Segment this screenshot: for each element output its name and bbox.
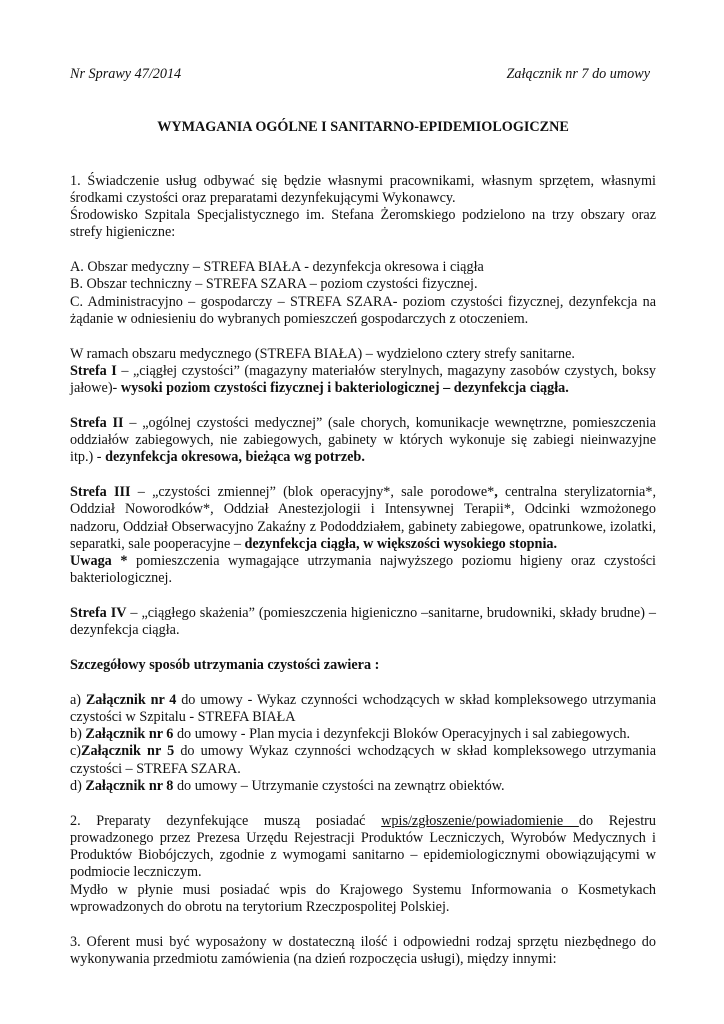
zone-3-comma: , xyxy=(494,483,498,500)
attachment-d xyxy=(70,778,656,795)
zone-4 xyxy=(70,605,656,640)
zones-intro: W ramach obszaru medycznego (STREFA BIAŁA) – wydzielono cztery strefy sanitarne. xyxy=(70,345,575,362)
zone-1 xyxy=(70,363,656,398)
attachment-c xyxy=(70,743,656,778)
zone-4-text: – „ciągłego skażenia” (pomieszczenia higieniczno –sanitarne, brudowniki, składy brudne) – dezynfekcja ciągła. xyxy=(70,605,656,639)
attachment-d-prefix: d) xyxy=(70,777,86,794)
zone-3-note-text: pomieszczenia wymagające utrzymania najwyższego poziomu higieny oraz czystości bakteriologicznej. xyxy=(70,553,656,587)
zone-2-text: – „ogólnej czystości medycznej” (sale chorych, komunikacje wewnętrzne, pomieszczenia oddziałów zabiegowych, nie zabiegowych, gabinety w których wykonuje się zabiegi nieinwazyjne itp.) - xyxy=(70,414,656,466)
details-heading-text: Szczegółowy sposób utrzymania czystości zawiera : xyxy=(70,656,380,673)
area-c: C. Administracyjno – gospodarczy – STREFA SZARA- poziom czystości fizycznej, dezynfekcja na żądanie w odniesieniu do wybranych pomieszczeń gospodarczych z otoczeniem. xyxy=(70,293,656,327)
area-a: A. Obszar medyczny – STREFA BIAŁA - dezynfekcja okresowa i ciągła xyxy=(70,259,484,276)
registration-term: wpis/zgłoszenie/powiadomienie xyxy=(381,812,579,829)
zone-3-emphasis: dezynfekcja ciągła, w większości wysokiego stopnia. xyxy=(244,535,558,552)
attachment-a-text: do umowy - Wykaz czynności wchodzących w skład kompleksowego utrzymania czystości w Szpitalu - STREFA BIAŁA xyxy=(70,691,656,725)
section2-text-b: do Rejestru prowadzonego przez Prezesa Urzędu Rejestracji Produktów Leczniczych, Wyrobów Medycznych i Produktów Biobójczych, zgodnie z wymogami sanitarno – epidemiologicznymi obowiązującymi w podmiocie leczniczym. xyxy=(70,812,656,881)
zone-3-text-b: centralna sterylizatornia*, Oddział Noworodków*, Oddział Anestezjologii i Intensywnej Terapii*, Odcinki wzmożonego nadzoru, Oddział Obserwacyjno Zakaźny z Pododdziałem, gabinety zabiegowe, opatrunkowe, izolatki, separatki, sale pooperacyjne – xyxy=(70,483,656,552)
section2-paragraph xyxy=(70,813,656,882)
soap-requirement: Mydło w płynie musi posiadać wpis do Krajowego Systemu Informowania o Kosmetykach wprowadzonych do obrotu na terytorium Rzeczpospolitej Polskiej. xyxy=(70,881,656,916)
attachment-c-prefix: c) xyxy=(70,743,82,760)
zone-1-label: Strefa I xyxy=(70,362,117,379)
zone-2-emphasis: dezynfekcja okresowa, bieżąca wg potrzeb. xyxy=(105,449,365,466)
section2-text-a: 2. Preparaty dezynfekujące muszą posiadać xyxy=(70,812,382,829)
attachment-a xyxy=(70,692,656,727)
zone-1-text: – „ciągłej czystości” (magazyny materiałów sterylnych, magazyny zasobów czystych, boksy jałowe)- xyxy=(70,362,656,397)
details-heading xyxy=(70,657,656,674)
attachment-b-text: do umowy - Plan mycia i dezynfekcji Bloków Operacyjnych i sal zabiegowych. xyxy=(173,726,631,743)
document-title: WYMAGANIA OGÓLNE I SANITARNO-EPIDEMIOLOGICZNE xyxy=(157,119,569,136)
zone-2 xyxy=(70,415,656,467)
attachment-b-prefix: b) xyxy=(70,726,86,743)
case-number: Nr Sprawy 47/2014 xyxy=(70,66,182,82)
attachment-b xyxy=(70,726,656,743)
attachment-b-label: Załącznik nr 6 xyxy=(85,726,174,743)
attachment-c-text: do umowy Wykaz czynności wchodzących w skład kompleksowego utrzymania czystości – STREFA SZARA. xyxy=(70,743,656,777)
zone-3-text-a: – „czystości zmiennej” (blok operacyjny*, sale porodowe* xyxy=(130,483,495,500)
area-b: B. Obszar techniczny – STREFA SZARA – poziom czystości fizycznej. xyxy=(70,276,478,293)
zone-4-label: Strefa IV xyxy=(70,605,127,622)
zone-3 xyxy=(70,484,656,553)
attachment-reference: Załącznik nr 7 do umowy xyxy=(506,66,650,82)
attachment-d-text: do umowy – Utrzymanie czystości na zewnątrz obiektów. xyxy=(173,777,505,794)
section3-paragraph: 3. Oferent musi być wyposażony w dostateczną ilość i odpowiedni rodzaj sprzętu niezbędnego do wykonywania przedmiotu zamówienia (na dzień rozpoczęcia usługi), między innymi: xyxy=(70,933,656,967)
attachment-d-label: Załącznik nr 8 xyxy=(85,777,174,794)
zone-3-label: Strefa III xyxy=(70,483,131,500)
zone-3-note xyxy=(70,553,656,588)
document-header xyxy=(70,66,656,83)
section1-areas-intro: Środowisko Szpitala Specjalistycznego im. Stefana Żeromskiego podzielono na trzy obszary oraz strefy higieniczne: xyxy=(70,207,656,241)
zone-1-emphasis: wysoki poziom czystości fizycznej i bakteriologicznej – dezynfekcja ciągła. xyxy=(120,380,569,397)
attachment-c-label: Załącznik nr 5 xyxy=(81,743,175,760)
attachment-a-prefix: a) xyxy=(70,691,86,708)
section1-intro: 1. Świadczenie usług odbywać się będzie własnymi pracownikami, własnym sprzętem, własnymi środkami czystości oraz preparatami dezynfekującymi Wykonawcy. xyxy=(70,172,656,206)
document-page xyxy=(70,66,656,968)
zone-2-label: Strefa II xyxy=(70,414,124,431)
zone-3-note-label: Uwaga * xyxy=(70,553,128,570)
attachment-a-label: Załącznik nr 4 xyxy=(85,691,177,708)
